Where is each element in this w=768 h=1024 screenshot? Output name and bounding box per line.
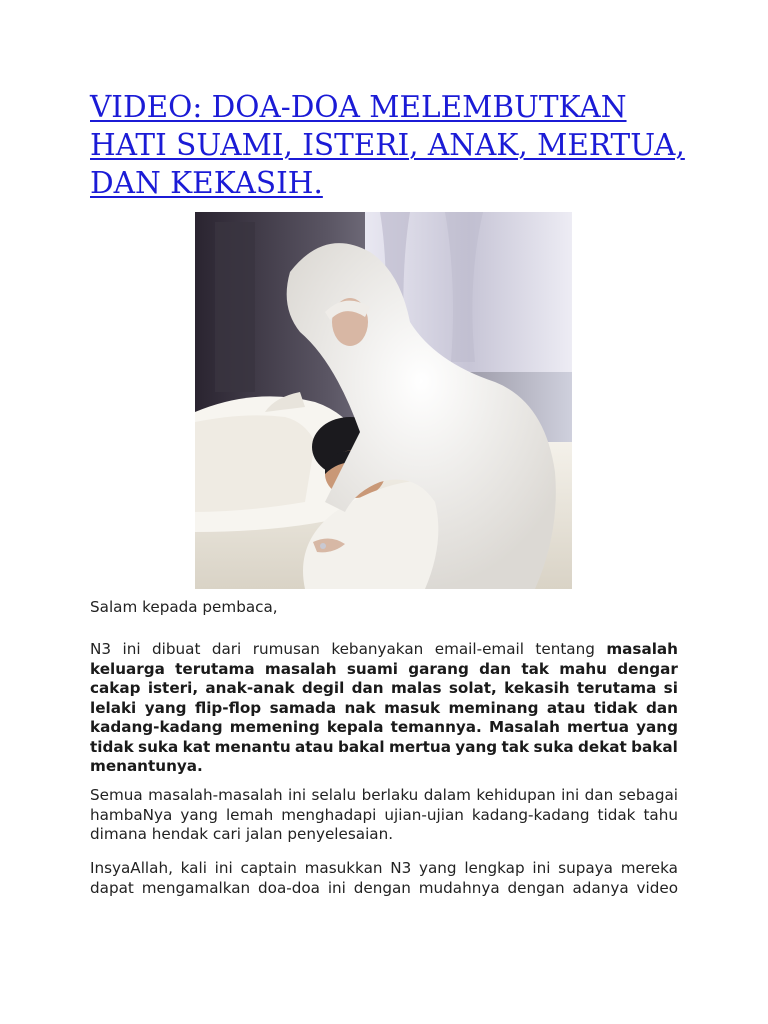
title-line[interactable]: HATI SUAMI, ISTERI, ANAK, MERTUA, xyxy=(90,128,685,162)
paragraph-line: hambaNya yang lemah menghadapi ujian-ujian kadang-kadang tidak tahu xyxy=(90,805,678,824)
paragraph-line: tidak suka kat menantu atau bakal mertua yang tak suka dekat bakal xyxy=(90,737,678,756)
paragraph-line: dapat mengamalkan doa-doa ini dengan mudahnya dengan adanya video xyxy=(90,878,678,897)
paragraph-line: kadang-kadang memening kepala temannya. Masalah mertua yang xyxy=(90,718,678,736)
paragraph-problems-daily xyxy=(90,786,678,845)
paragraph-line: cakap isteri, anak-anak degil dan malas solat, kekasih terutama si xyxy=(90,679,678,697)
paragraph-family-problems xyxy=(90,640,678,777)
paragraph-line: N3 ini dibuat dari rumusan kebanyakan email-email tentang masalah xyxy=(90,640,678,658)
photo-illustration xyxy=(195,212,572,589)
paragraph-line: Semua masalah-masalah ini selalu berlaku dalam kehidupan ini dan sebagai xyxy=(90,786,678,804)
paragraph-line: dimana hendak cari jalan penyelesaian. xyxy=(90,825,394,843)
title-line[interactable]: VIDEO: DOA-DOA MELEMBUTKAN xyxy=(90,90,627,124)
paragraph-insyaallah xyxy=(90,859,678,898)
paragraph-line: InsyaAllah, kali ini captain masukkan N3 yang lengkap ini supaya mereka xyxy=(90,859,678,877)
greeting-text: Salam kepada pembaca, xyxy=(90,598,278,616)
title-line[interactable]: DAN KEKASIH. xyxy=(90,166,323,200)
paragraph-line: lelaki yang flip-flop samada nak masuk meminang atau tidak dan xyxy=(90,698,678,717)
paragraph-line: keluarga terutama masalah suami garang dan tak mahu dengar xyxy=(90,659,678,678)
article-title-link[interactable] xyxy=(90,88,690,202)
article-photo xyxy=(195,212,572,589)
paragraph-line: menantunya. xyxy=(90,757,203,775)
